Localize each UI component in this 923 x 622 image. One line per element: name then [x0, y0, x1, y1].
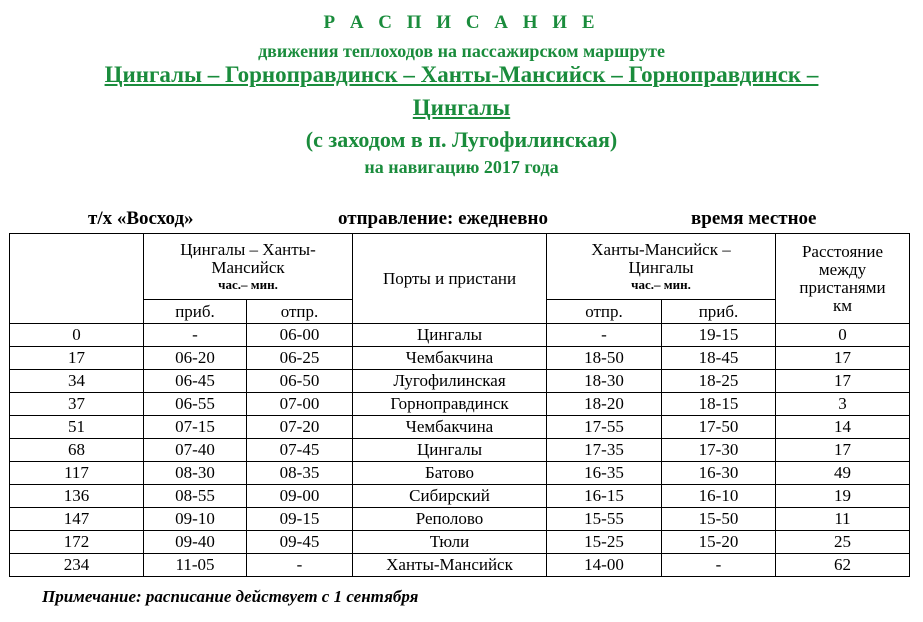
km-cell: 136 — [10, 485, 144, 508]
forward-direction-line2: Мансийск — [211, 257, 285, 277]
forward-departure-cell: 07-20 — [247, 416, 353, 439]
table-row — [10, 439, 910, 462]
table-row — [10, 347, 910, 370]
distance-cell: 11 — [776, 508, 910, 531]
forward-arrival-header: приб. — [144, 300, 247, 324]
return-departure-cell: 18-20 — [547, 393, 662, 416]
forward-arrival-cell: 06-20 — [144, 347, 247, 370]
distance-cell: 17 — [776, 439, 910, 462]
return-direction-line2: Цингалы — [628, 257, 694, 277]
return-departure-cell: 16-35 — [547, 462, 662, 485]
forward-direction-header — [144, 234, 353, 300]
km-cell: 34 — [10, 370, 144, 393]
km-cell: 147 — [10, 508, 144, 531]
km-cell: 68 — [10, 439, 144, 462]
schedule-rows — [10, 324, 910, 577]
forward-departure-cell: 07-45 — [247, 439, 353, 462]
route-line-2: Цингалы — [412, 95, 511, 120]
port-name-cell: Цингалы — [353, 324, 547, 347]
route-line-1: Цингалы – Горноправдинск – Ханты-Мансийск – Горноправдинск – — [104, 62, 819, 87]
return-units: час.– мин. — [631, 276, 691, 292]
distance-cell: 49 — [776, 462, 910, 485]
forward-departure-header: отпр. — [247, 300, 353, 324]
return-arrival-cell: 17-50 — [662, 416, 776, 439]
return-departure-header: отпр. — [547, 300, 662, 324]
navigation-season: на навигацию 2017 года — [364, 157, 559, 177]
table-row — [10, 554, 910, 577]
distance-header — [776, 234, 910, 324]
km-cell: 117 — [10, 462, 144, 485]
forward-arrival-cell: 06-45 — [144, 370, 247, 393]
return-arrival-header: приб. — [662, 300, 776, 324]
return-arrival-cell: 18-45 — [662, 347, 776, 370]
document-title: Р А С П И С А Н И Е — [323, 12, 600, 33]
distance-header-line3: пристанями — [799, 277, 886, 297]
km-cell: 37 — [10, 393, 144, 416]
return-arrival-cell: 16-10 — [662, 485, 776, 508]
return-departure-cell: 16-15 — [547, 485, 662, 508]
return-arrival-cell: 19-15 — [662, 324, 776, 347]
return-arrival-cell: 17-30 — [662, 439, 776, 462]
distance-cell: 0 — [776, 324, 910, 347]
table-row — [10, 393, 910, 416]
forward-arrival-cell: 06-55 — [144, 393, 247, 416]
forward-arrival-cell: 07-15 — [144, 416, 247, 439]
port-name-cell: Батово — [353, 462, 547, 485]
km-cell: 0 — [10, 324, 144, 347]
return-direction-line1: Ханты-Мансийск – — [591, 239, 731, 259]
return-arrival-cell: - — [662, 554, 776, 577]
port-name-cell: Тюли — [353, 531, 547, 554]
table-row — [10, 324, 910, 347]
departure-frequency: отправление: ежедневно — [338, 208, 548, 229]
forward-arrival-cell: 08-30 — [144, 462, 247, 485]
forward-departure-cell: 06-25 — [247, 347, 353, 370]
forward-direction-line1: Цингалы – Ханты- — [180, 239, 316, 259]
return-arrival-cell: 16-30 — [662, 462, 776, 485]
forward-departure-cell: 09-15 — [247, 508, 353, 531]
return-departure-cell: 14-00 — [547, 554, 662, 577]
forward-arrival-cell: 09-10 — [144, 508, 247, 531]
forward-arrival-cell: - — [144, 324, 247, 347]
forward-departure-cell: 09-00 — [247, 485, 353, 508]
return-arrival-cell: 15-50 — [662, 508, 776, 531]
forward-departure-cell: 06-00 — [247, 324, 353, 347]
forward-departure-cell: 06-50 — [247, 370, 353, 393]
schedule-table — [9, 233, 910, 577]
port-name-cell: Чембакчина — [353, 416, 547, 439]
return-departure-cell: 17-55 — [547, 416, 662, 439]
distance-cell: 62 — [776, 554, 910, 577]
table-row — [10, 485, 910, 508]
vessel-name: т/х «Восход» — [88, 208, 194, 229]
return-arrival-cell: 18-25 — [662, 370, 776, 393]
forward-departure-cell: 08-35 — [247, 462, 353, 485]
forward-departure-cell: 07-00 — [247, 393, 353, 416]
distance-cell: 14 — [776, 416, 910, 439]
forward-arrival-cell: 08-55 — [144, 485, 247, 508]
forward-units: час.– мин. — [218, 276, 278, 292]
port-name-cell: Реполово — [353, 508, 547, 531]
distance-cell: 25 — [776, 531, 910, 554]
forward-departure-cell: 09-45 — [247, 531, 353, 554]
table-row — [10, 370, 910, 393]
route-via-note: (с заходом в п. Лугофилинская) — [305, 127, 618, 152]
km-cell: 17 — [10, 347, 144, 370]
document-subtitle: движения теплоходов на пассажирском маршруте — [258, 41, 665, 61]
distance-header-line2: между — [818, 259, 867, 279]
schedule-note: Примечание: расписание действует с 1 сентября — [42, 587, 419, 606]
port-name-cell: Ханты-Мансийск — [353, 554, 547, 577]
ports-header: Порты и пристани — [353, 234, 547, 324]
distance-header-line1: Расстояние — [801, 241, 884, 261]
table-row — [10, 508, 910, 531]
port-name-cell: Лугофилинская — [353, 370, 547, 393]
return-departure-cell: 17-35 — [547, 439, 662, 462]
km-header — [10, 234, 144, 324]
km-cell: 51 — [10, 416, 144, 439]
time-zone-note: время местное — [691, 208, 817, 229]
forward-arrival-cell: 09-40 — [144, 531, 247, 554]
km-cell: 234 — [10, 554, 144, 577]
distance-cell: 17 — [776, 347, 910, 370]
distance-cell: 17 — [776, 370, 910, 393]
table-row — [10, 462, 910, 485]
distance-header-line4: км — [832, 295, 853, 315]
distance-cell: 19 — [776, 485, 910, 508]
forward-departure-cell: - — [247, 554, 353, 577]
return-departure-cell: 15-55 — [547, 508, 662, 531]
port-name-cell: Сибирский — [353, 485, 547, 508]
return-departure-cell: 15-25 — [547, 531, 662, 554]
return-direction-header — [547, 234, 776, 300]
return-departure-cell: 18-50 — [547, 347, 662, 370]
return-departure-cell: 18-30 — [547, 370, 662, 393]
port-name-cell: Цингалы — [353, 439, 547, 462]
return-arrival-cell: 15-20 — [662, 531, 776, 554]
distance-cell: 3 — [776, 393, 910, 416]
return-arrival-cell: 18-15 — [662, 393, 776, 416]
forward-arrival-cell: 07-40 — [144, 439, 247, 462]
km-cell: 172 — [10, 531, 144, 554]
table-row — [10, 531, 910, 554]
table-row — [10, 416, 910, 439]
return-departure-cell: - — [547, 324, 662, 347]
port-name-cell: Чембакчина — [353, 347, 547, 370]
forward-arrival-cell: 11-05 — [144, 554, 247, 577]
port-name-cell: Горноправдинск — [353, 393, 547, 416]
